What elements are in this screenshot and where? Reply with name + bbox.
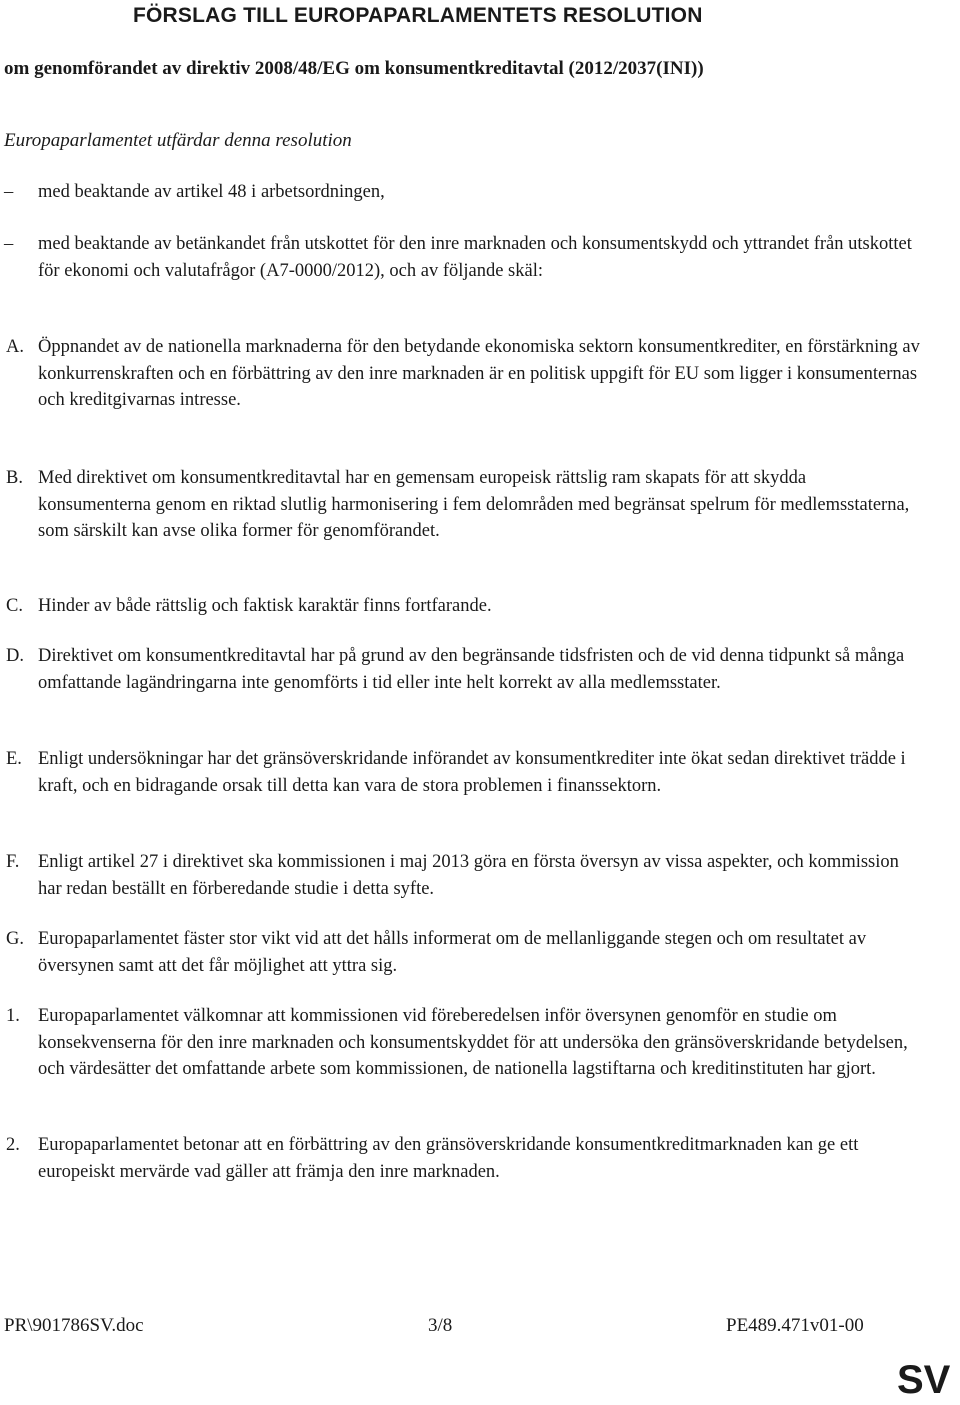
recital-marker: F. bbox=[6, 852, 20, 872]
point-text: Europaparlamentet betonar att en förbättring av den gränsöverskridande konsumentkreditmarknaden kan ge ett europeiskt mervärde vad gäller att främja den inre marknaden. bbox=[38, 1135, 859, 1182]
citation-text: med beaktande av betänkandet från utskottet för den inre marknaden och konsumentskydd och yttrandet från utskottet för ekonomi och valutafrågor (A7-0000/2012), och av följande skäl: bbox=[38, 234, 912, 281]
recital-marker: B. bbox=[6, 468, 23, 488]
recital-text: Enligt artikel 27 i direktivet ska kommissionen i maj 2013 göra en första översyn av vissa aspekter, och kommission har redan beställt en förberedande studie i detta syfte. bbox=[38, 852, 899, 899]
footer-doc-ref: PR\901786SV.doc bbox=[4, 1315, 144, 1336]
language-mark: SV bbox=[897, 1358, 951, 1402]
recital-text: Enligt undersökningar har det gränsöverskridande införandet av konsumentkrediter inte ökat sedan direktivet trädde i kraft, och en bidragande orsak till detta kan vara de stora problemen i finanssektorn. bbox=[38, 749, 906, 796]
recital-text: Öppnandet av de nationella marknaderna för den betydande ekonomiska sektorn konsumentkrediter, en förstärkning av konkurrenskraften och en förbättring av den inre marknaden är en politisk uppgift för EU som ligger i konsumenternas och kreditgivarnas intresse. bbox=[38, 337, 920, 410]
citation-dash: – bbox=[4, 234, 14, 254]
citation-dash: – bbox=[4, 182, 14, 202]
recital-marker: D. bbox=[6, 646, 24, 666]
recital-marker: C. bbox=[6, 596, 23, 616]
recital-text: Direktivet om konsumentkreditavtal har på grund av den begränsande tidsfristen och de vid denna tidpunkt så många omfattande lagändringarna inte genomförts i tid eller inte helt korrekt av alla medlemsstater. bbox=[38, 646, 905, 693]
point-marker: 2. bbox=[6, 1135, 20, 1155]
recital-marker: E. bbox=[6, 749, 22, 769]
citation-text: med beaktande av artikel 48 i arbetsordningen, bbox=[38, 182, 385, 202]
point-marker: 1. bbox=[6, 1006, 20, 1026]
resolution-intro: Europaparlamentet utfärdar denna resolution bbox=[4, 130, 352, 151]
document-title: FÖRSLAG TILL EUROPAPARLAMENTETS RESOLUTION bbox=[133, 4, 703, 27]
footer-page-number: 3/8 bbox=[428, 1315, 453, 1336]
recital-marker: G. bbox=[6, 929, 24, 949]
recital-text: Hinder av både rättslig och faktisk karaktär finns fortfarande. bbox=[38, 596, 492, 616]
document-subtitle: om genomförandet av direktiv 2008/48/EG om konsumentkreditavtal (2012/2037(INI)) bbox=[4, 58, 704, 79]
recital-marker: A. bbox=[6, 337, 24, 357]
recital-text: Med direktivet om konsumentkreditavtal har en gemensam europeisk rättslig ram skapats för att skydda konsumenterna genom en riktad slutlig harmonisering i fem delområden med begränsat spelrum för medlemsstaterna, som särskilt kan avse olika former för genomförandet. bbox=[38, 468, 910, 541]
footer-pe-ref: PE489.471v01-00 bbox=[726, 1315, 864, 1336]
recital-text: Europaparlamentet fäster stor vikt vid att det hålls informerat om de mellanliggande stegen och om resultatet av översynen samt att det får möjlighet att yttra sig. bbox=[38, 929, 867, 976]
point-text: Europaparlamentet välkomnar att kommissionen vid föreberedelsen inför översynen genomför en studie om konsekvenserna för den inre marknaden och konsumentskyddet för att undersöka den gränsöverskridande betydelsen, och värdesätter det omfattande arbete som kommissionen, de nationella lagstiftarna och kreditinstituten har gjort. bbox=[38, 1006, 908, 1079]
